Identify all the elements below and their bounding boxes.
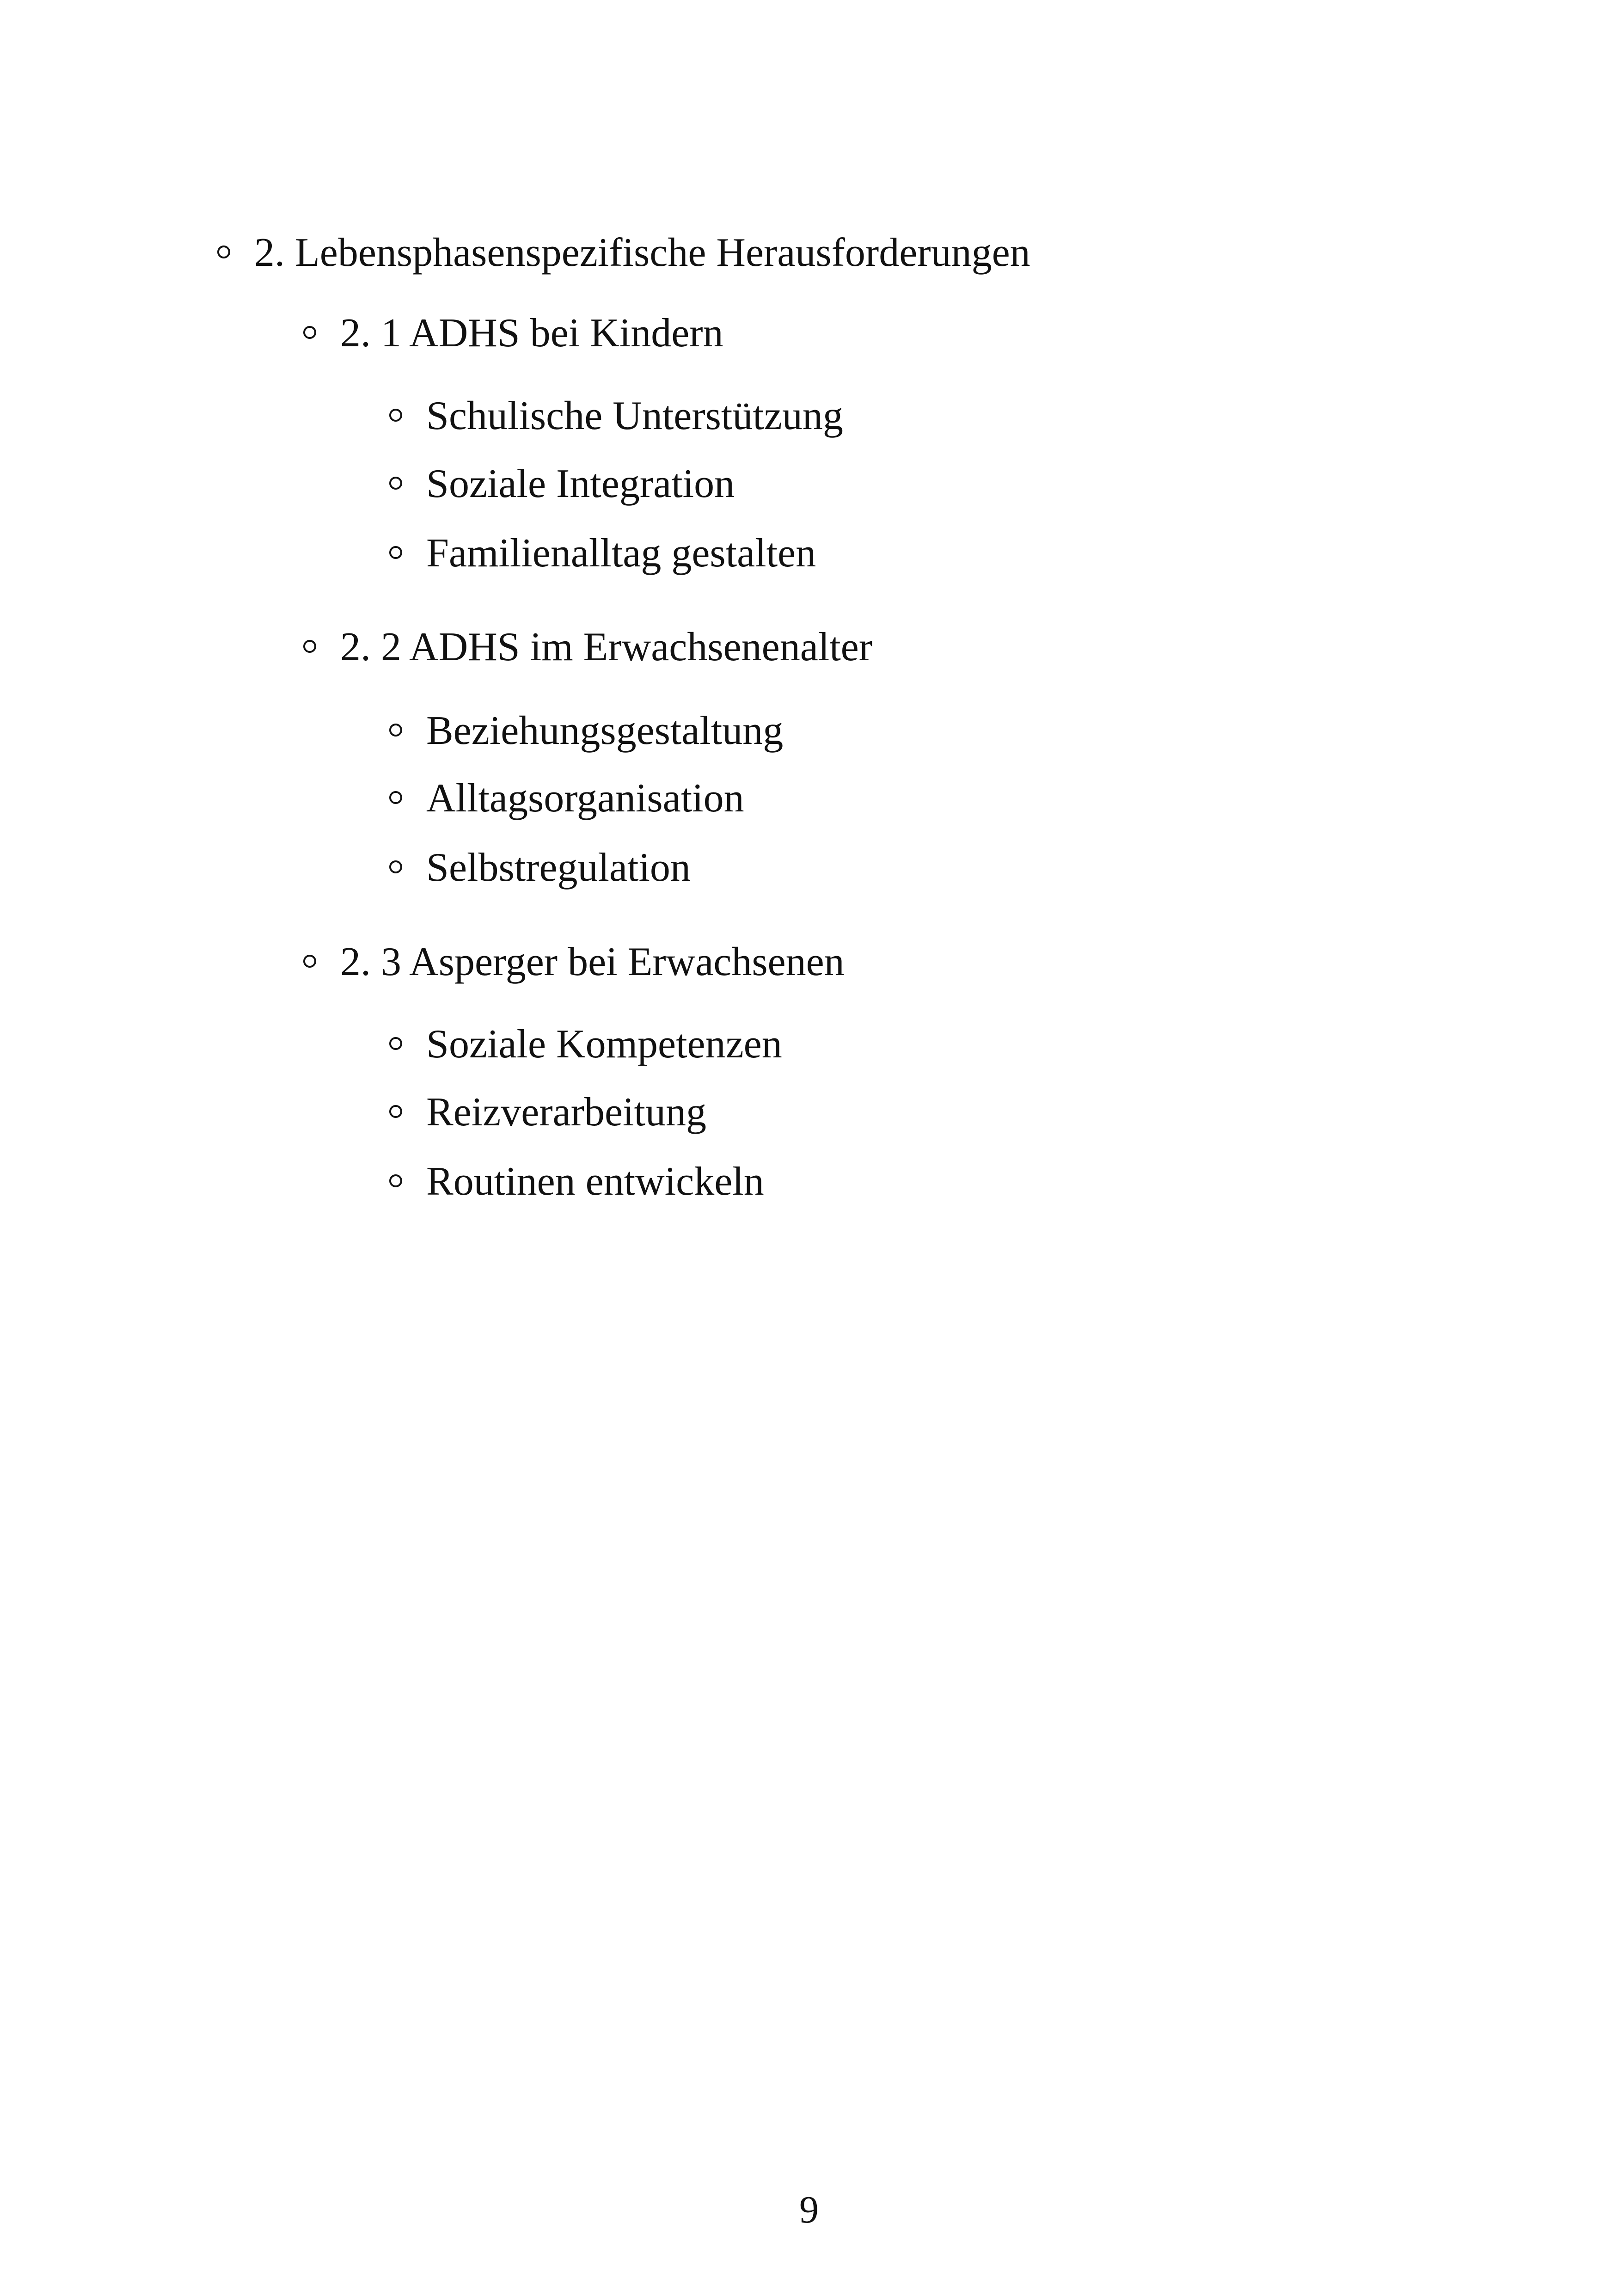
page-number: 9 bbox=[799, 2188, 819, 2231]
circle-bullet-icon bbox=[303, 640, 316, 653]
circle-bullet-icon bbox=[389, 477, 402, 490]
outline-item-level3 bbox=[389, 1092, 706, 1133]
outline-item-level3 bbox=[389, 461, 735, 506]
circle-bullet-icon bbox=[389, 1105, 402, 1118]
list-item: Soziale Kompetenzen bbox=[426, 1022, 782, 1067]
list-item: Selbstregulation bbox=[426, 845, 691, 890]
circle-bullet-icon bbox=[389, 791, 402, 804]
circle-bullet-icon bbox=[389, 546, 402, 559]
section-heading: 2. Lebensphasenspezifische Herausforderungen bbox=[254, 230, 1030, 275]
list-item: Familienalltag gestalten bbox=[426, 531, 816, 576]
subsection-heading: 2. 1 ADHS bei Kindern bbox=[340, 311, 723, 356]
subsection-heading: 2. 3 Asperger bei Erwachsenen bbox=[340, 939, 845, 984]
circle-bullet-icon bbox=[303, 955, 316, 968]
list-item: Schulische Unterstützung bbox=[426, 393, 843, 438]
outline-item-level1 bbox=[217, 230, 1030, 275]
outline-item-level3 bbox=[389, 1024, 782, 1065]
circle-bullet-icon bbox=[217, 246, 230, 258]
outline-item-level3 bbox=[389, 778, 744, 819]
circle-bullet-icon bbox=[389, 1037, 402, 1050]
outline-item-level3 bbox=[389, 708, 784, 753]
list-item: Routinen entwickeln bbox=[426, 1159, 764, 1204]
outline-item-level3 bbox=[389, 847, 691, 888]
circle-bullet-icon bbox=[389, 409, 402, 422]
subsection-heading: 2. 2 ADHS im Erwachsenenalter bbox=[340, 625, 873, 669]
outline-item-level3 bbox=[389, 393, 843, 438]
list-item: Reizverarbeitung bbox=[426, 1090, 706, 1135]
outline-item-level3 bbox=[389, 1161, 764, 1202]
outline-item-level2 bbox=[303, 313, 723, 354]
circle-bullet-icon bbox=[303, 326, 316, 339]
list-item: Beziehungsgestaltung bbox=[426, 708, 784, 753]
circle-bullet-icon bbox=[389, 724, 402, 737]
list-item: Soziale Integration bbox=[426, 461, 735, 506]
circle-bullet-icon bbox=[389, 1174, 402, 1187]
outline-item-level2 bbox=[303, 627, 872, 668]
list-item: Alltagsorganisation bbox=[426, 776, 744, 821]
outline-item-level2 bbox=[303, 939, 845, 984]
circle-bullet-icon bbox=[389, 860, 402, 873]
outline-item-level3 bbox=[389, 533, 816, 574]
